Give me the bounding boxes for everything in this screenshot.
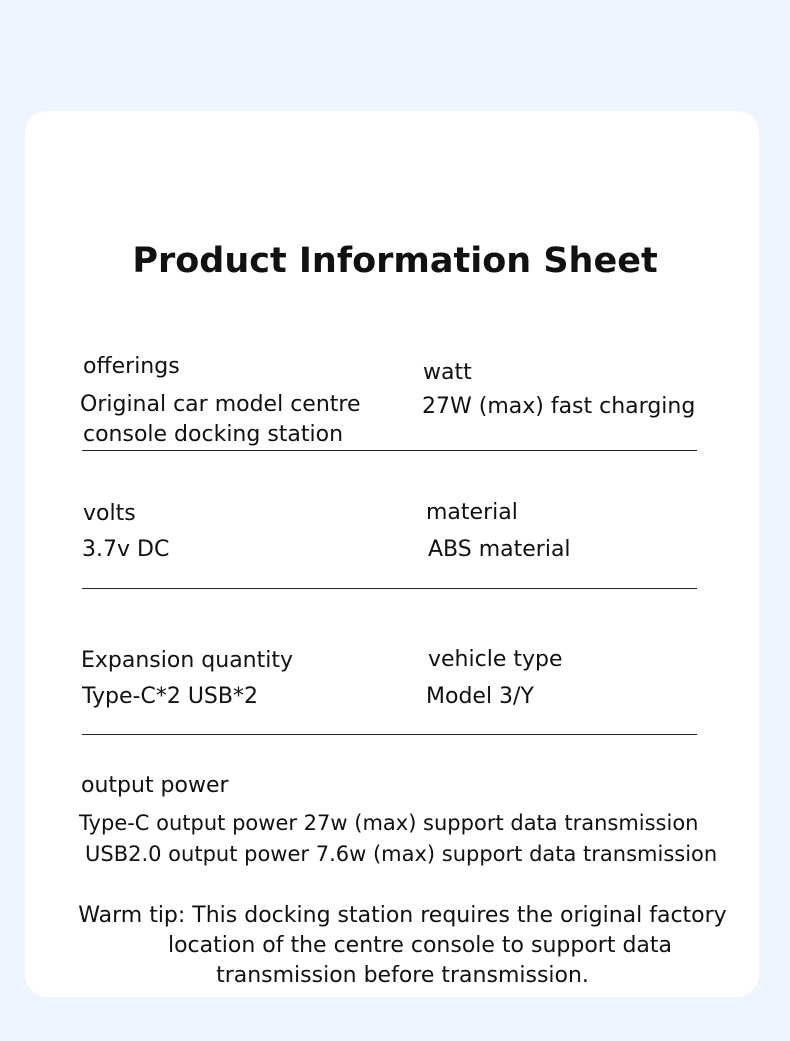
output-power-line2: USB2.0 output power 7.6w (max) support data transmission	[85, 842, 718, 866]
offerings-value-line2: console docking station	[83, 422, 344, 447]
material-value: ABS material	[428, 537, 571, 562]
page-title: Product Information Sheet	[132, 241, 658, 281]
expansion-label: Expansion quantity	[81, 648, 293, 673]
volts-value: 3.7v DC	[82, 537, 170, 562]
vehicle-type-value: Model 3/Y	[426, 684, 534, 709]
offerings-label: offerings	[83, 354, 180, 379]
divider	[82, 734, 697, 735]
output-power-label: output power	[81, 773, 229, 798]
material-label: material	[426, 500, 518, 525]
offerings-value-line1: Original car model centre	[80, 392, 361, 417]
watt-label: watt	[423, 360, 472, 385]
divider	[82, 588, 697, 589]
vehicle-type-label: vehicle type	[428, 647, 563, 672]
divider	[82, 450, 697, 451]
output-power-line1: Type-C output power 27w (max) support data transmission	[79, 811, 699, 835]
volts-label: volts	[83, 501, 136, 526]
expansion-value: Type-C*2 USB*2	[82, 684, 258, 709]
warm-tip-line2: location of the centre console to support data	[167, 933, 673, 958]
watt-value: 27W (max) fast charging	[422, 394, 696, 419]
warm-tip-line3: transmission before transmission.	[216, 963, 589, 988]
warm-tip-line1: Warm tip: This docking station requires the original factory	[78, 903, 727, 928]
